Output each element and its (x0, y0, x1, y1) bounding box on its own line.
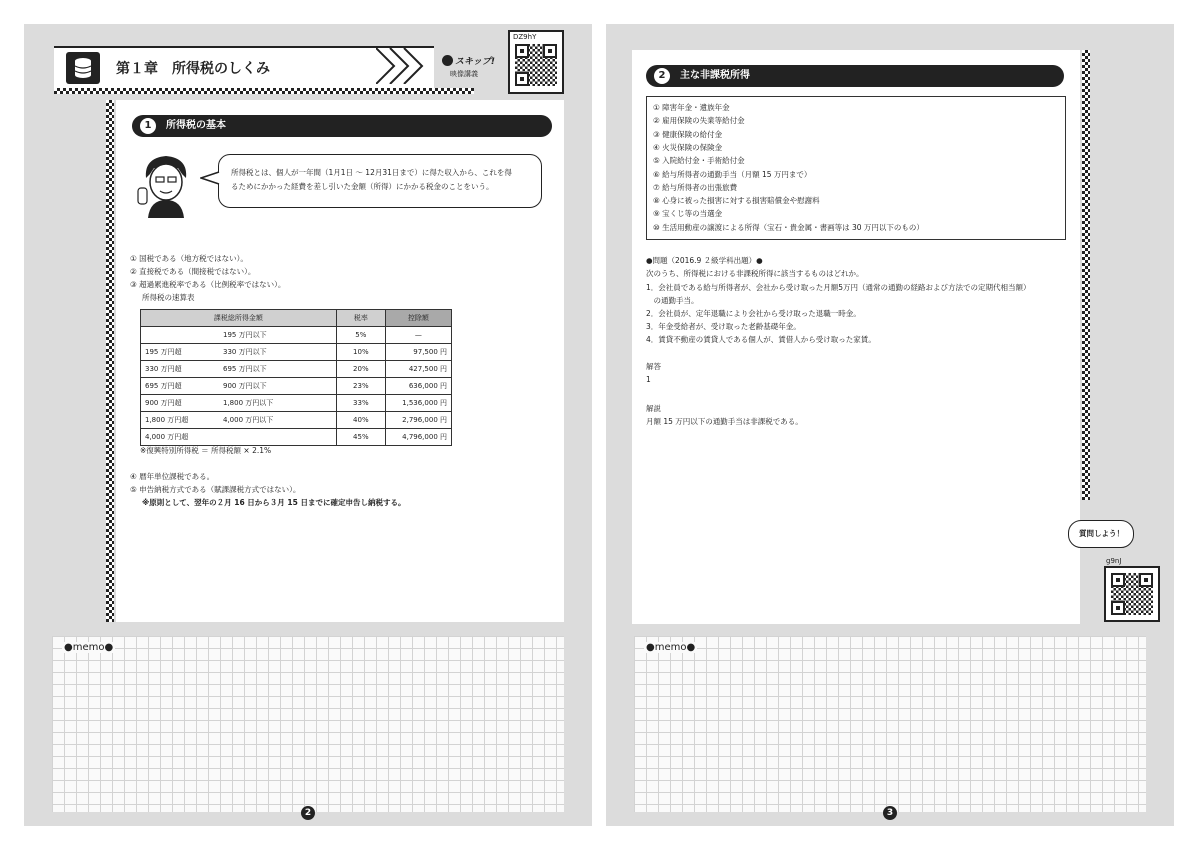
nontax-item: ③ 健康保険の給付金 (653, 129, 723, 139)
qr-corner (1111, 573, 1125, 587)
header-income: 課税総所得金額 (141, 310, 337, 327)
database-icon (66, 52, 100, 84)
chapter-header (54, 46, 434, 90)
deduction-cell: 427,500 円 (385, 361, 451, 378)
memo-label: ●memo● (64, 642, 114, 653)
speech-line-1: 所得税とは、個人が一年間（1月1日 〜 12月31日まで）に得た収入から、これを得 (231, 168, 512, 177)
question-header: ●問題（2016.9 ２級学科出題）● (646, 256, 763, 265)
explanation-label: 解説 (646, 404, 661, 413)
speech-line-2: るためにかかった経費を差し引いた金額（所得）にかかる税金のことをいう。 (231, 182, 494, 191)
deduction-cell: 636,000 円 (385, 378, 451, 395)
rate-cell: 33% (336, 395, 385, 412)
brand-logo (442, 52, 502, 82)
memo-label: ●memo● (646, 642, 696, 653)
income-to-cell: 695 万円以下 (219, 361, 336, 378)
question-bubble-text: 質問しよう！ (1079, 529, 1124, 538)
qr-code-bottom[interactable] (1104, 566, 1160, 622)
qr-corner (515, 44, 529, 58)
income-to-cell: 330 万円以下 (219, 344, 336, 361)
right-content (632, 50, 1080, 624)
table-row (141, 344, 452, 361)
nontax-item: ⑨ 宝くじ等の当選金 (653, 209, 723, 219)
left-page (24, 24, 592, 826)
deduction-cell: 97,500 円 (385, 344, 451, 361)
deduction-cell: 1,536,000 円 (385, 395, 451, 412)
section1-title: 所得税の基本 (166, 120, 226, 131)
income-to-cell: 195 万円以下 (219, 327, 336, 344)
speech-bubble-tail (200, 170, 220, 188)
qr-code-id-bottom: g9nJ (1106, 557, 1122, 565)
question-option-2: 2．会社員が、定年退職により会社から受け取った退職一時金。 (646, 309, 861, 318)
filing-note: ※原則として、翌年の２月 16 日から３月 15 日までに確定申告し納税する。 (142, 498, 406, 507)
rate-cell: 5% (336, 327, 385, 344)
answer-label: 解答 (646, 362, 661, 371)
brand-logo-text: スキップ! (455, 57, 495, 67)
table-row (141, 378, 452, 395)
table-row (141, 395, 452, 412)
page-number: 2 (301, 806, 315, 820)
point-3: ③ 超過累進税率である（比例税率ではない）。 (130, 280, 286, 289)
right-page (606, 24, 1174, 826)
income-to-cell: 900 万円以下 (219, 378, 336, 395)
point-4: ④ 暦年単位課税である。 (130, 472, 215, 481)
nontax-item: ① 障害年金・遺族年金 (653, 103, 730, 112)
question-option-1-cont: の通勤手当。 (646, 296, 699, 305)
income-from-cell: 900 万円超 (141, 395, 220, 412)
qr-code-id: DZ9hY (513, 33, 537, 41)
nontax-item: ② 雇用保険の失業等給付金 (653, 116, 745, 126)
table-row (141, 429, 452, 446)
left-checker-border (106, 100, 114, 622)
nontax-box (646, 96, 1066, 240)
nontax-item: ⑩ 生活用動産の譲渡による所得（宝石・貴金属・書画等は 30 万円以下のもの） (653, 222, 924, 232)
income-from-cell: 195 万円超 (141, 344, 220, 361)
rate-cell: 10% (336, 344, 385, 361)
rate-cell: 23% (336, 378, 385, 395)
qr-corner (543, 44, 557, 58)
page-number: 3 (883, 806, 897, 820)
right-checker-border (1082, 50, 1090, 500)
income-to-cell: 1,800 万円以下 (219, 395, 336, 412)
point-5: ⑤ 申告納税方式である（賦課課税方式ではない）。 (130, 485, 301, 494)
section2-number: 2 (654, 68, 670, 84)
play-icon (442, 55, 453, 66)
memo-area[interactable] (634, 636, 1146, 812)
section2-title: 主な非課税所得 (680, 70, 750, 81)
deduction-cell: 2,796,000 円 (385, 412, 451, 429)
brand-sub: 映像講義 (450, 70, 478, 78)
rate-cell: 40% (336, 412, 385, 429)
table-note: ※復興特別所得税 ＝ 所得税額 × 2.1% (140, 446, 272, 455)
tax-rate-table (140, 309, 452, 446)
point-1: ① 国税である（地方税ではない）。 (130, 254, 248, 263)
chevron-arrows-icon (376, 48, 436, 84)
point-2: ② 直接税である（間接税ではない）。 (130, 267, 256, 276)
question-bubble[interactable] (1068, 520, 1134, 548)
qr-corner (1139, 573, 1153, 587)
table-row (141, 327, 452, 344)
income-to-cell: 4,000 万円以下 (219, 412, 336, 429)
qr-corner (515, 72, 529, 86)
deduction-cell: — (385, 327, 451, 344)
teacher-illustration (136, 152, 196, 218)
deduction-cell: 4,796,000 円 (385, 429, 451, 446)
income-from-cell: 4,000 万円超 (141, 429, 220, 446)
table-row (141, 412, 452, 429)
nontax-item: ⑧ 心身に被った損害に対する損害賠償金や慰謝料 (653, 196, 820, 206)
memo-area[interactable] (52, 636, 564, 812)
nontax-item: ⑤ 入院給付金・手術給付金 (653, 156, 745, 166)
income-from-cell: 695 万円超 (141, 378, 220, 395)
income-from-cell (141, 327, 220, 344)
table-caption: 所得税の速算表 (142, 293, 195, 302)
explanation-text: 月額 15 万円以下の通勤手当は非課税である。 (646, 417, 803, 426)
nontax-item: ⑦ 給与所得者の出張旅費 (653, 182, 738, 192)
rate-cell: 20% (336, 361, 385, 378)
section1-header (132, 115, 552, 137)
speech-bubble (218, 154, 542, 208)
income-from-cell: 330 万円超 (141, 361, 220, 378)
header-checker-strip (54, 88, 474, 94)
question-option-4: 4．賃貸不動産の賃貸人である個人が、賃借人から受け取った家賃。 (646, 335, 876, 344)
question-option-3: 3．年金受給者が、受け取った老齢基礎年金。 (646, 322, 801, 331)
table-row (141, 361, 452, 378)
income-from-cell: 1,800 万円超 (141, 412, 220, 429)
nontax-item: ⑥ 給与所得者の通勤手当（月額 15 万円まで） (653, 169, 812, 179)
qr-code-top[interactable] (508, 30, 564, 94)
question-option-1: 1．会社員である給与所得者が、会社から受け取った月額5万円（通常の通勤の経路および方法での定期代相当額） (646, 283, 1031, 292)
chapter-title: 第１章 所得税のしくみ (116, 61, 270, 77)
header-rate: 税率 (336, 310, 385, 327)
section1-number: 1 (140, 118, 156, 134)
left-content (116, 100, 564, 622)
rate-cell: 45% (336, 429, 385, 446)
income-to-cell (219, 429, 336, 446)
answer-value: 1 (646, 375, 651, 384)
nontax-item: ④ 火災保険の保険金 (653, 142, 723, 152)
question-prompt: 次のうち、所得税における非課税所得に該当するものはどれか。 (646, 269, 864, 278)
section2-header (646, 65, 1064, 87)
qr-corner (1111, 601, 1125, 615)
header-deduction: 控除額 (385, 310, 451, 327)
